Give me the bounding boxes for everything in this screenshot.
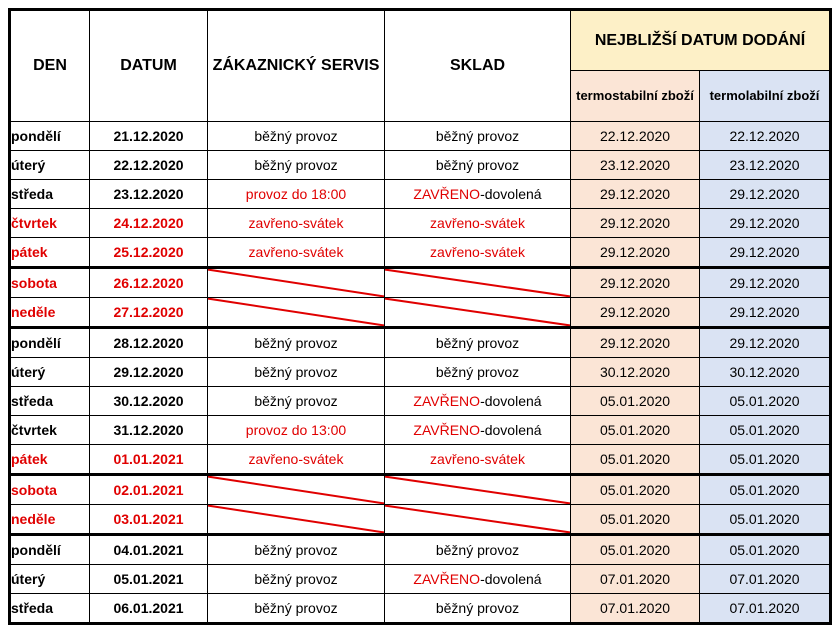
holiday-schedule-table <box>8 8 832 625</box>
table-row <box>10 535 831 565</box>
sklad-closed-cell <box>385 505 571 535</box>
day-cell: pondělí <box>10 328 90 358</box>
closed-slash-mark <box>385 505 570 533</box>
servis-cell: provoz do 18:00 <box>208 180 385 209</box>
sklad-closed-label: ZAVŘENO <box>413 422 481 438</box>
servis-cell: běžný provoz <box>208 122 385 151</box>
termostabilni-date-cell: 05.01.2020 <box>571 505 700 535</box>
termostabilni-date-cell: 29.12.2020 <box>571 268 700 298</box>
termolabilni-date-cell: 29.12.2020 <box>700 298 831 328</box>
termolabilni-date-cell: 29.12.2020 <box>700 268 831 298</box>
date-cell: 05.01.2021 <box>90 565 208 594</box>
table-row <box>10 387 831 416</box>
sklad-cell <box>385 565 571 594</box>
schedule-sheet <box>8 8 829 616</box>
servis-cell: běžný provoz <box>208 594 385 624</box>
termolabilni-date-cell: 07.01.2020 <box>700 565 831 594</box>
termostabilni-date-cell: 23.12.2020 <box>571 151 700 180</box>
date-cell: 26.12.2020 <box>90 268 208 298</box>
closed-slash-mark <box>208 298 384 326</box>
date-cell: 30.12.2020 <box>90 387 208 416</box>
termolabilni-date-cell: 07.01.2020 <box>700 594 831 624</box>
sklad-cell: zavřeno-svátek <box>385 445 571 475</box>
sklad-cell: zavřeno-svátek <box>385 209 571 238</box>
termolabilni-date-cell: 05.01.2020 <box>700 445 831 475</box>
day-cell: neděle <box>10 298 90 328</box>
date-cell: 25.12.2020 <box>90 238 208 268</box>
header-zakaznicky-servis: ZÁKAZNICKÝ SERVIS <box>208 10 385 122</box>
date-cell: 01.01.2021 <box>90 445 208 475</box>
sklad-cell: běžný provoz <box>385 535 571 565</box>
day-cell: středa <box>10 387 90 416</box>
header-termolabilni: termolabilní zboží <box>700 71 831 122</box>
termolabilni-date-cell: 22.12.2020 <box>700 122 831 151</box>
closed-slash-mark <box>385 298 570 326</box>
header-termostabilni: termostabilní zboží <box>571 71 700 122</box>
closed-slash-mark <box>208 505 384 533</box>
date-cell: 31.12.2020 <box>90 416 208 445</box>
servis-closed-cell <box>208 298 385 328</box>
termostabilni-date-cell: 30.12.2020 <box>571 358 700 387</box>
sklad-cell: běžný provoz <box>385 151 571 180</box>
date-cell: 02.01.2021 <box>90 475 208 505</box>
termolabilni-date-cell: 05.01.2020 <box>700 505 831 535</box>
sklad-cell: běžný provoz <box>385 122 571 151</box>
table-row <box>10 298 831 328</box>
servis-cell: běžný provoz <box>208 535 385 565</box>
termolabilni-date-cell: 05.01.2020 <box>700 416 831 445</box>
termolabilni-date-cell: 29.12.2020 <box>700 180 831 209</box>
day-cell: středa <box>10 180 90 209</box>
sklad-reason-label: -dovolená <box>480 422 542 438</box>
table-row <box>10 180 831 209</box>
termolabilni-date-cell: 29.12.2020 <box>700 238 831 268</box>
termostabilni-date-cell: 05.01.2020 <box>571 535 700 565</box>
sklad-reason-label: -dovolená <box>480 393 542 409</box>
servis-cell: běžný provoz <box>208 387 385 416</box>
sklad-cell: běžný provoz <box>385 594 571 624</box>
header-datum: DATUM <box>90 10 208 122</box>
table-row <box>10 151 831 180</box>
termolabilni-date-cell: 30.12.2020 <box>700 358 831 387</box>
servis-cell: běžný provoz <box>208 151 385 180</box>
servis-cell: provoz do 13:00 <box>208 416 385 445</box>
sklad-cell <box>385 180 571 209</box>
date-cell: 22.12.2020 <box>90 151 208 180</box>
date-cell: 06.01.2021 <box>90 594 208 624</box>
table-row <box>10 505 831 535</box>
servis-cell: běžný provoz <box>208 565 385 594</box>
sklad-cell: běžný provoz <box>385 328 571 358</box>
table-row <box>10 445 831 475</box>
table-row <box>10 358 831 387</box>
termostabilni-date-cell: 07.01.2020 <box>571 565 700 594</box>
schedule-rows <box>10 122 831 624</box>
closed-slash-mark <box>385 269 570 297</box>
termolabilni-date-cell: 05.01.2020 <box>700 535 831 565</box>
termostabilni-date-cell: 07.01.2020 <box>571 594 700 624</box>
table-row <box>10 268 831 298</box>
sklad-closed-cell <box>385 298 571 328</box>
day-cell: pátek <box>10 445 90 475</box>
date-cell: 24.12.2020 <box>90 209 208 238</box>
closed-slash-mark <box>208 476 384 504</box>
termostabilni-date-cell: 29.12.2020 <box>571 238 700 268</box>
date-cell: 03.01.2021 <box>90 505 208 535</box>
table-row <box>10 594 831 624</box>
sklad-cell: běžný provoz <box>385 358 571 387</box>
servis-closed-cell <box>208 268 385 298</box>
termostabilni-date-cell: 05.01.2020 <box>571 416 700 445</box>
header-den: DEN <box>10 10 90 122</box>
termostabilni-date-cell: 22.12.2020 <box>571 122 700 151</box>
day-cell: úterý <box>10 565 90 594</box>
date-cell: 21.12.2020 <box>90 122 208 151</box>
day-cell: pátek <box>10 238 90 268</box>
table-row <box>10 238 831 268</box>
sklad-reason-label: -dovolená <box>480 186 542 202</box>
servis-cell: zavřeno-svátek <box>208 238 385 268</box>
termolabilni-date-cell: 23.12.2020 <box>700 151 831 180</box>
sklad-closed-label: ZAVŘENO <box>413 186 481 202</box>
day-cell: pondělí <box>10 535 90 565</box>
servis-closed-cell <box>208 475 385 505</box>
termostabilni-date-cell: 29.12.2020 <box>571 180 700 209</box>
termolabilni-date-cell: 29.12.2020 <box>700 328 831 358</box>
day-cell: sobota <box>10 268 90 298</box>
sklad-closed-label: ZAVŘENO <box>413 571 481 587</box>
table-row <box>10 416 831 445</box>
termostabilni-date-cell: 05.01.2020 <box>571 475 700 505</box>
day-cell: sobota <box>10 475 90 505</box>
closed-slash-mark <box>385 476 570 504</box>
termostabilni-date-cell: 29.12.2020 <box>571 328 700 358</box>
closed-slash-mark <box>208 269 384 297</box>
day-cell: středa <box>10 594 90 624</box>
sklad-closed-label: ZAVŘENO <box>413 393 481 409</box>
day-cell: neděle <box>10 505 90 535</box>
day-cell: úterý <box>10 151 90 180</box>
servis-cell: běžný provoz <box>208 328 385 358</box>
servis-cell: zavřeno-svátek <box>208 445 385 475</box>
termolabilni-date-cell: 05.01.2020 <box>700 475 831 505</box>
date-cell: 27.12.2020 <box>90 298 208 328</box>
table-row <box>10 209 831 238</box>
termostabilni-date-cell: 29.12.2020 <box>571 209 700 238</box>
date-cell: 29.12.2020 <box>90 358 208 387</box>
header-nejblizsi-datum-dodani: NEJBLIŽŠÍ DATUM DODÁNÍ <box>571 10 831 71</box>
termolabilni-date-cell: 05.01.2020 <box>700 387 831 416</box>
servis-cell: zavřeno-svátek <box>208 209 385 238</box>
sklad-closed-cell <box>385 475 571 505</box>
sklad-reason-label: -dovolená <box>480 571 542 587</box>
termostabilni-date-cell: 29.12.2020 <box>571 298 700 328</box>
date-cell: 04.01.2021 <box>90 535 208 565</box>
date-cell: 23.12.2020 <box>90 180 208 209</box>
termostabilni-date-cell: 05.01.2020 <box>571 445 700 475</box>
table-row <box>10 122 831 151</box>
day-cell: čtvrtek <box>10 416 90 445</box>
sklad-closed-cell <box>385 268 571 298</box>
termolabilni-date-cell: 29.12.2020 <box>700 209 831 238</box>
sklad-cell <box>385 387 571 416</box>
table-row <box>10 565 831 594</box>
table-row <box>10 475 831 505</box>
sklad-cell <box>385 416 571 445</box>
servis-closed-cell <box>208 505 385 535</box>
day-cell: pondělí <box>10 122 90 151</box>
day-cell: čtvrtek <box>10 209 90 238</box>
termostabilni-date-cell: 05.01.2020 <box>571 387 700 416</box>
servis-cell: běžný provoz <box>208 358 385 387</box>
sklad-cell: zavřeno-svátek <box>385 238 571 268</box>
header-sklad: SKLAD <box>385 10 571 122</box>
table-row <box>10 328 831 358</box>
date-cell: 28.12.2020 <box>90 328 208 358</box>
day-cell: úterý <box>10 358 90 387</box>
